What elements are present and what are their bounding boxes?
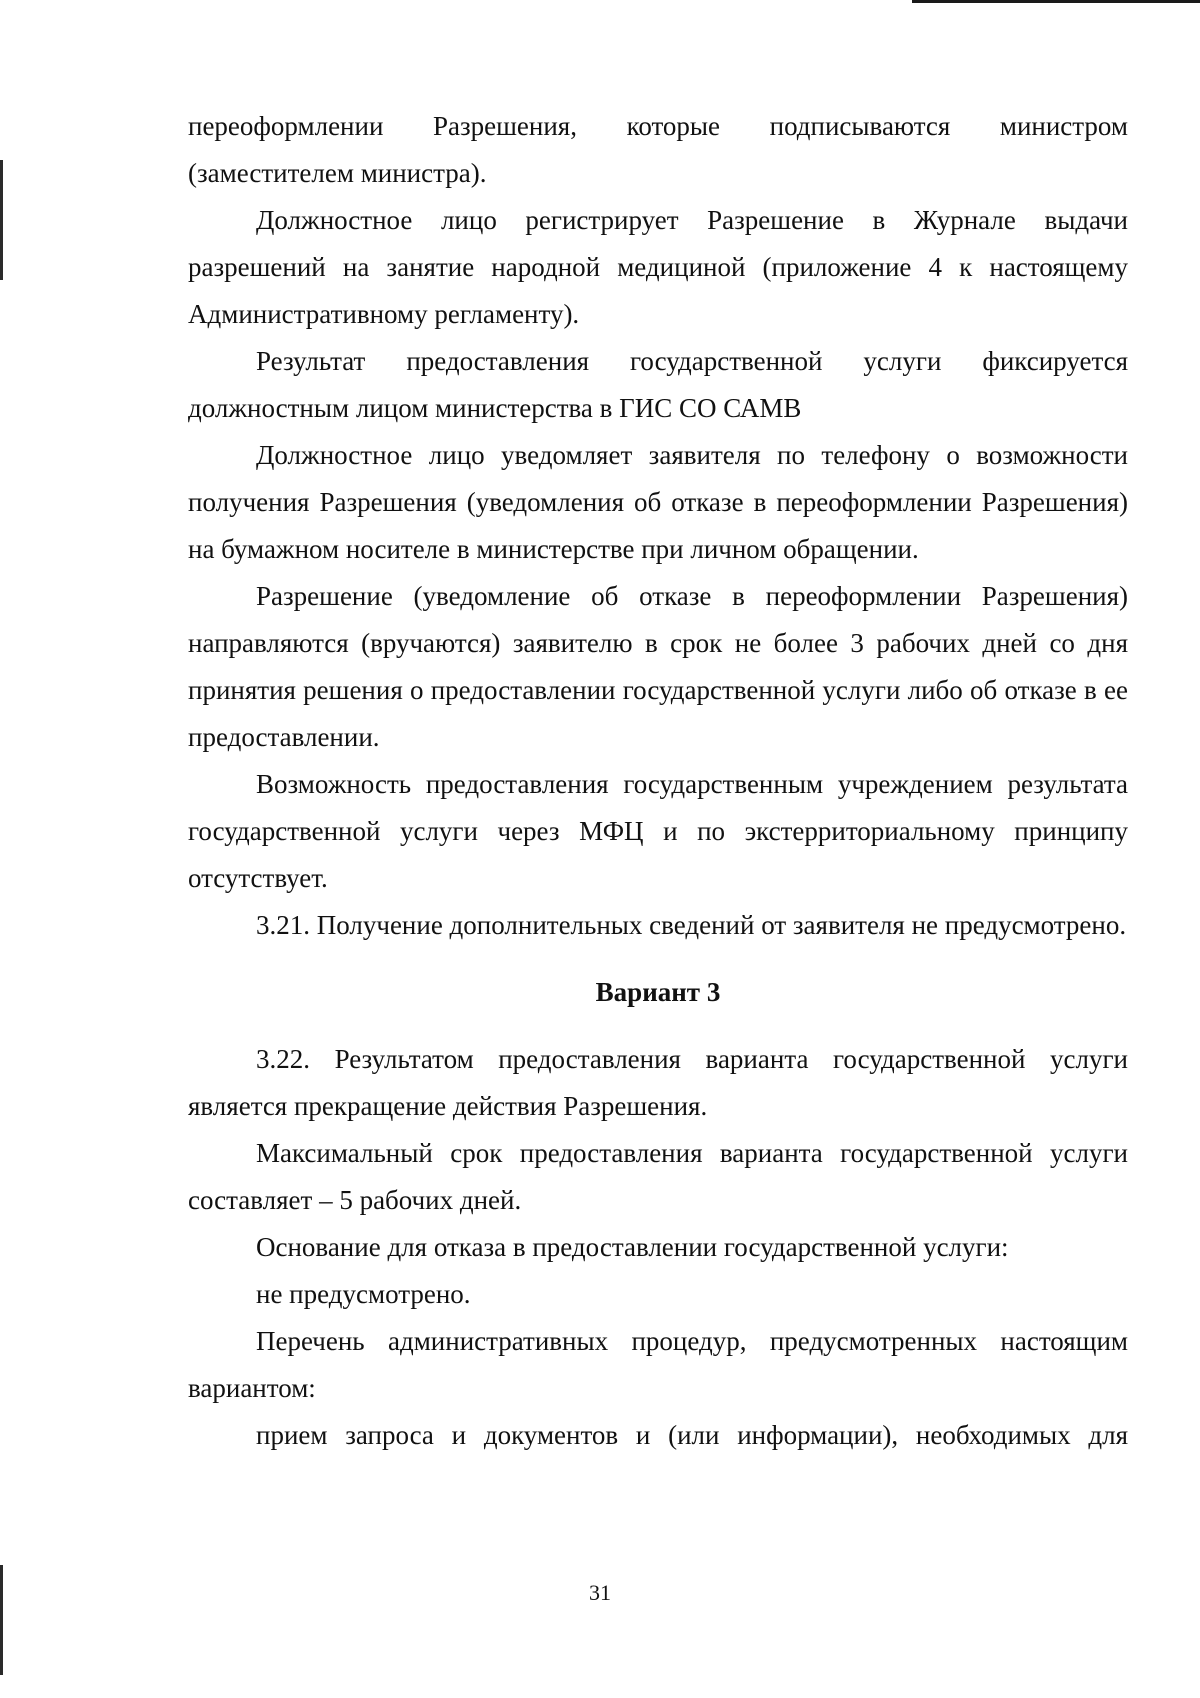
paragraph: Основание для отказа в предоставлении государственной услуги:	[256, 1232, 1009, 1262]
paragraph: 3.21. Получение дополнительных сведений от заявителя не предусмотрено.	[256, 910, 1127, 940]
paragraph: не предусмотрено.	[256, 1279, 471, 1309]
paragraph: Перечень административных процедур, предусмотренных настоящим вариантом:	[188, 1326, 1128, 1403]
paragraph: Должностное лицо уведомляет заявителя по телефону о возможности получения Разрешения (уведомления об отказе в переоформлении Разрешения) на бумажном носителе в министерстве при личном обращении.	[188, 440, 1128, 564]
paragraph: Должностное лицо регистрирует Разрешение в Журнале выдачи разрешений на занятие народной медициной (приложение 4 к настоящему Административному регламенту).	[188, 205, 1128, 329]
paragraph: переоформлении Разрешения, которые подписываются министром	[188, 111, 1128, 141]
scan-edge-line	[912, 0, 1200, 3]
paragraph: (заместителем министра).	[188, 158, 487, 188]
page-number: 31	[589, 1580, 611, 1605]
document-body	[188, 103, 1128, 1459]
paragraph: Возможность предоставления государственным учреждением результата государственной услуги через МФЦ и по экстерриториальному принципу отсутствует.	[188, 769, 1128, 893]
paragraph: Разрешение (уведомление об отказе в переоформлении Разрешения) направляются (вручаются) заявителю в срок не более 3 рабочих дней со дня принятия решения о предоставлении государственной услуги либо об отказе в ее предоставлении.	[188, 581, 1128, 752]
section-heading: Вариант 3	[595, 977, 721, 1007]
paragraph: Максимальный срок предоставления варианта государственной услуги составляет – 5 рабочих дней.	[188, 1138, 1128, 1215]
paragraph: 3.22. Результатом предоставления варианта государственной услуги является прекращение действия Разрешения.	[188, 1044, 1128, 1121]
scan-margin-mark	[0, 160, 3, 280]
paragraph: прием запроса и документов и (или информации), необходимых для	[256, 1420, 1128, 1450]
paragraph: Результат предоставления государственной услуги фиксируется должностным лицом министерства в ГИС СО САМВ	[188, 346, 1128, 423]
